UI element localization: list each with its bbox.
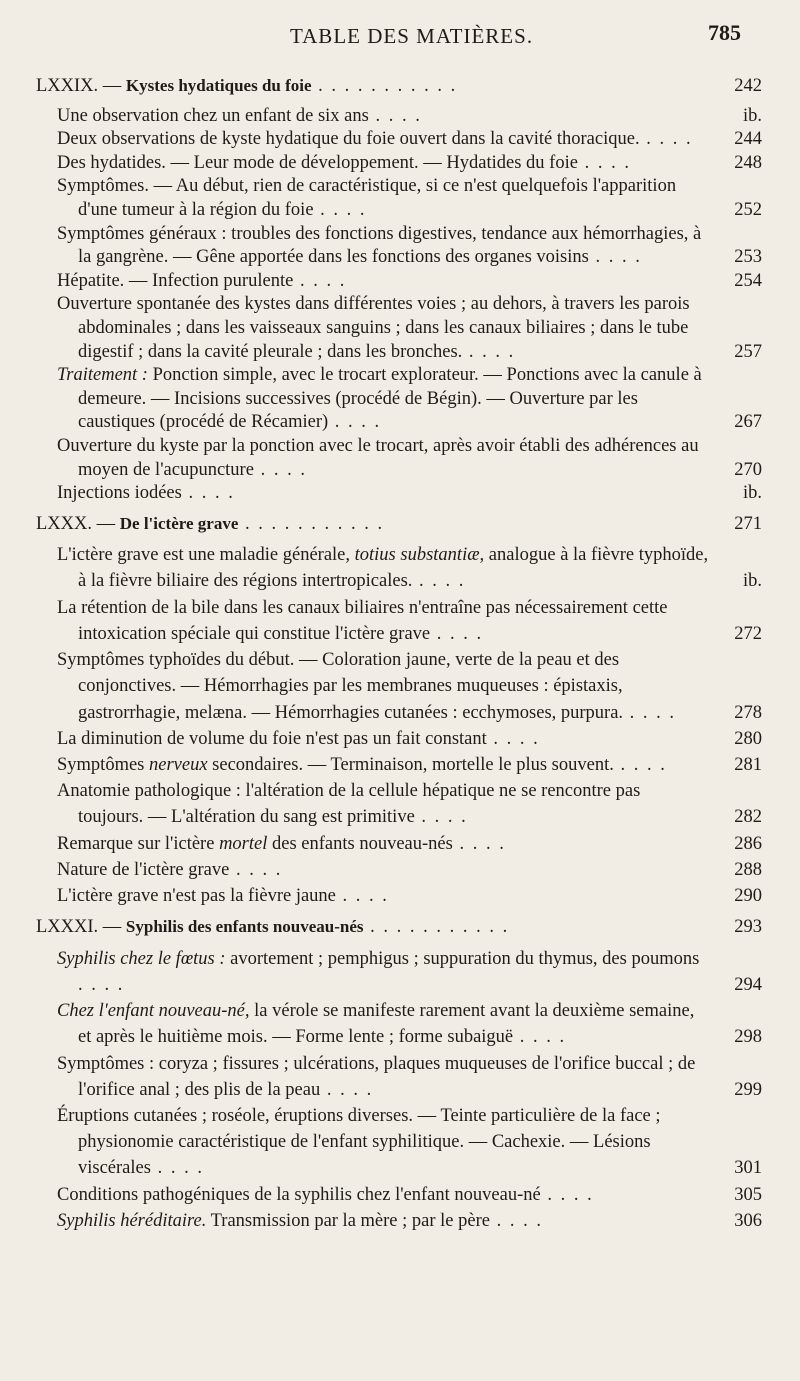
entry-text-italic: mortel [219, 833, 268, 854]
entry-page: ib. [742, 483, 762, 504]
toc-entry: Remarque sur l'ictère mortel des enfants nouveau-nés . . . . 286 [57, 831, 762, 857]
entry-page: 294 [734, 974, 762, 995]
entry-page: 270 [734, 459, 762, 480]
entry-text: Ouverture spontanée des kystes dans différentes voies ; au dehors, à travers les parois abdominales ; dans les vaisseaux sanguins ; dans les canaux biliaires ; dans le tube digestif ; dans la cavité pleurale ; dans les bronches. [57, 294, 690, 362]
entry-text: Hépatite. — Infection purulente [57, 270, 294, 291]
section-title: De l'ictère grave [119, 513, 239, 533]
entry-text: avortement ; pemphigus ; suppuration du thymus, des poumons [225, 948, 700, 969]
entry-page: 248 [734, 152, 762, 173]
entry-page: 278 [734, 702, 762, 723]
section-title: Syphilis des enfants nouveau-nés [125, 917, 364, 937]
table-of-contents [36, 68, 762, 1234]
entry-text: Symptômes typhoïdes du début. — Coloration jaune, verte de la peau et des conjonctives. — Hémorrhagies par les membranes muqueuses : épistaxis, gastrorrhagie, melæna. — Hémorrhagies cutanées : ecchymoses, purpura. [57, 650, 624, 723]
entry-text: la vérole se manifeste rarement avant la deuxième semaine, et après le huitième mois. — Forme lente ; forme subaiguë [78, 1001, 695, 1048]
toc-entry: Traitement : Ponction simple, avec le trocart explorateur. — Ponctions avec la canule à demeure. — Incisions successives (procédé de Bégin). — Ouverture par les caustiques (procédé de Récamier) . . . . 267 [57, 364, 762, 435]
entry-text: Symptômes [57, 754, 149, 775]
entry-text-italic: Traitement : [57, 365, 148, 386]
entry-page: 272 [734, 623, 762, 644]
toc-entry: Deux observations de kyste hydatique du foie ouvert dans la cavité thoracique. . . . . 244 [57, 128, 762, 152]
page-number: 785 [708, 20, 741, 45]
toc-section [36, 74, 762, 506]
entry-page: 267 [734, 412, 762, 433]
entry-text: La rétention de la bile dans les canaux biliaires n'entraîne pas nécessairement cette intoxication spéciale qui constitue l'ictère grave [57, 597, 668, 644]
toc-entry: Hépatite. — Infection purulente . . . . 254 [57, 270, 762, 294]
section-page: 293 [734, 917, 762, 938]
section-title: Kystes hydatiques du foie [125, 76, 312, 95]
entry-text-italic: nerveux [149, 754, 208, 775]
entry-page: 281 [734, 754, 762, 775]
entry-page: 252 [734, 199, 762, 220]
toc-entry: Symptômes généraux : troubles des fonctions digestives, tendance aux hémorrhagies, à la gangrène. — Gêne apportée dans les fonctions des organes voisins . . . . 253 [57, 223, 762, 270]
entry-page: ib. [742, 571, 762, 592]
toc-entry: L'ictère grave est une maladie générale, totius substantiæ, analogue à la fièvre typhoïde, à la fièvre biliaire des régions intertropicales. . . . . ib. [57, 542, 762, 594]
entry-page: ib. [742, 105, 762, 126]
entry-text: Symptômes généraux : troubles des fonctions digestives, tendance aux hémorrhagies, à la gangrène. — Gêne apportée dans les fonctions des organes voisins [57, 223, 702, 268]
entry-text: Deux observations de kyste hydatique du foie ouvert dans la cavité thoracique. [57, 129, 640, 150]
toc-section [36, 915, 762, 1234]
toc-entry: La rétention de la bile dans les canaux biliaires n'entraîne pas nécessairement cette intoxication spéciale qui constitue l'ictère grave . . . . 272 [57, 595, 762, 647]
section-number: LXXXI. [36, 917, 99, 938]
entry-text: des enfants nouveau-nés [267, 833, 453, 854]
entry-text: Ponction simple, avec le trocart explorateur. — Ponctions avec la canule à demeure. — Incisions successives (procédé de Bégin). — Ouverture par les caustiques (procédé de Récamier) [78, 365, 702, 433]
toc-entry: La diminution de volume du foie n'est pas un fait constant . . . . 280 [57, 726, 762, 752]
entry-page: 280 [734, 728, 762, 749]
toc-entry: Éruptions cutanées ; roséole, éruptions diverses. — Teinte particulière de la face ; physionomie caractéristique de l'enfant syphilitique. — Cachexie. — Lésions viscérales . . . . 301 [57, 1103, 762, 1182]
entry-text: Injections iodées [57, 483, 182, 504]
entry-text: Conditions pathogéniques de la syphilis chez l'enfant nouveau-né [57, 1184, 541, 1205]
toc-entry: Syphilis héréditaire. Transmission par la mère ; par le père . . . . 306 [57, 1208, 762, 1234]
toc-entry: Symptômes typhoïdes du début. — Coloration jaune, verte de la peau et des conjonctives. — Hémorrhagies par les membranes muqueuses : épistaxis, gastrorrhagie, melæna. — Hémorrhagies cutanées : ecchymoses, purpura. . . . . 278 [57, 647, 762, 726]
section-heading: LXXIX. — Kystes hydatiques du foie . . . . . . . . . . . 242 [36, 74, 762, 99]
entry-text: Nature de l'ictère grave [57, 859, 230, 880]
entry-text: Symptômes. — Au début, rien de caractéristique, si ce n'est quelquefois l'apparition d'une tumeur à la région du foie [57, 176, 677, 220]
entry-page: 306 [734, 1210, 762, 1231]
toc-entry: Symptômes nerveux secondaires. — Terminaison, mortelle le plus souvent. . . . . 281 [57, 752, 762, 778]
entry-page: 299 [734, 1079, 762, 1100]
toc-entry: Anatomie pathologique : l'altération de la cellule hépatique ne se rencontre pas toujours. — L'altération du sang est primitive . . . . 282 [57, 778, 762, 830]
entry-page: 244 [734, 129, 762, 150]
entry-page: 290 [734, 885, 762, 906]
entry-text: Une observation chez un enfant de six ans [57, 105, 369, 126]
section-page: 242 [734, 76, 762, 96]
toc-entry: Ouverture du kyste par la ponction avec le trocart, après avoir établi des adhérences au moyen de l'acupuncture . . . . 270 [57, 435, 762, 482]
entry-page: 282 [734, 807, 762, 828]
toc-entry: L'ictère grave n'est pas la fièvre jaune . . . . 290 [57, 883, 762, 909]
entry-text: analogue à la fièvre typhoïde, à la fièvre biliaire des régions intertropicales. [78, 545, 709, 592]
toc-entry: Conditions pathogéniques de la syphilis chez l'enfant nouveau-né . . . . 305 [57, 1182, 762, 1208]
entry-page: 286 [734, 833, 762, 854]
entry-text: Symptômes : coryza ; fissures ; ulcérations, plaques muqueuses de l'orifice buccal ; de l'orifice anal ; des plis de la peau [57, 1053, 696, 1100]
section-number: LXXX. [36, 513, 93, 534]
toc-entry: Syphilis chez le fœtus : avortement ; pemphigus ; suppuration du thymus, des poumons . . . . 294 [57, 946, 762, 998]
entry-text: Remarque sur l'ictère [57, 833, 220, 854]
entry-text-italic: Syphilis chez le fœtus : [57, 948, 226, 969]
entry-text: Éruptions cutanées ; roséole, éruptions diverses. — Teinte particulière de la face ; physionomie caractéristique de l'enfant syphilitique. — Cachexie. — Lésions viscérales [57, 1105, 661, 1179]
entry-page: 305 [734, 1184, 762, 1205]
entry-text: Transmission par la mère ; par le père [206, 1210, 490, 1231]
entry-page: 253 [734, 247, 762, 268]
entry-text: L'ictère grave n'est pas la fièvre jaune [57, 885, 336, 906]
entry-text: L'ictère grave est une maladie générale, [57, 545, 355, 566]
entry-page: 254 [734, 270, 762, 291]
entry-page: 301 [734, 1158, 762, 1179]
page-header [0, 18, 800, 58]
section-page: 271 [734, 513, 762, 534]
entry-text: Anatomie pathologique : l'altération de la cellule hépatique ne se rencontre pas toujours. — L'altération du sang est primitive [57, 781, 641, 828]
toc-entry: Chez l'enfant nouveau-né, la vérole se manifeste rarement avant la deuxième semaine, et après le huitième mois. — Forme lente ; forme subaiguë . . . . 298 [57, 998, 762, 1050]
entry-page: 288 [734, 859, 762, 880]
entry-page: 298 [734, 1027, 762, 1048]
running-title: TABLE DES MATIÈRES. [290, 24, 534, 48]
entry-text: secondaires. — Terminaison, mortelle le plus souvent. [207, 754, 614, 775]
section-heading: LXXXI. — Syphilis des enfants nouveau-nés . . . . . . . . . . . 293 [36, 915, 762, 940]
entry-text-italic: Chez l'enfant nouveau-né, [57, 1001, 250, 1022]
entry-text: Des hydatides. — Leur mode de développement. — Hydatides du foie [57, 152, 578, 173]
section-number: LXXIX. [36, 76, 99, 96]
toc-entry: Symptômes : coryza ; fissures ; ulcérations, plaques muqueuses de l'orifice buccal ; de l'orifice anal ; des plis de la peau . . . . 299 [57, 1051, 762, 1103]
toc-section [36, 512, 762, 909]
toc-entry: Des hydatides. — Leur mode de développement. — Hydatides du foie . . . . 248 [57, 152, 762, 176]
toc-entry: Une observation chez un enfant de six ans . . . . ib. [57, 105, 762, 129]
section-heading: LXXX. — De l'ictère grave . . . . . . . . . . . 271 [36, 512, 762, 537]
toc-entry: Injections iodées . . . . ib. [57, 482, 762, 506]
entry-page: 257 [734, 341, 762, 362]
toc-entry: Symptômes. — Au début, rien de caractéristique, si ce n'est quelquefois l'apparition d'une tumeur à la région du foie . . . . 252 [57, 175, 762, 222]
toc-entry: Nature de l'ictère grave . . . . 288 [57, 857, 762, 883]
entry-text: La diminution de volume du foie n'est pas un fait constant [57, 728, 487, 749]
toc-entry: Ouverture spontanée des kystes dans différentes voies ; au dehors, à travers les parois abdominales ; dans les vaisseaux sanguins ; dans les canaux biliaires ; dans le tube digestif ; dans la cavité pleurale ; dans les bronches. . . . . 257 [57, 293, 762, 364]
entry-text-italic: Syphilis héréditaire. [57, 1210, 207, 1231]
entry-text: Ouverture du kyste par la ponction avec le trocart, après avoir établi des adhérences au moyen de l'acupuncture [57, 435, 699, 480]
entry-text-italic: totius substantiæ, [354, 545, 485, 566]
